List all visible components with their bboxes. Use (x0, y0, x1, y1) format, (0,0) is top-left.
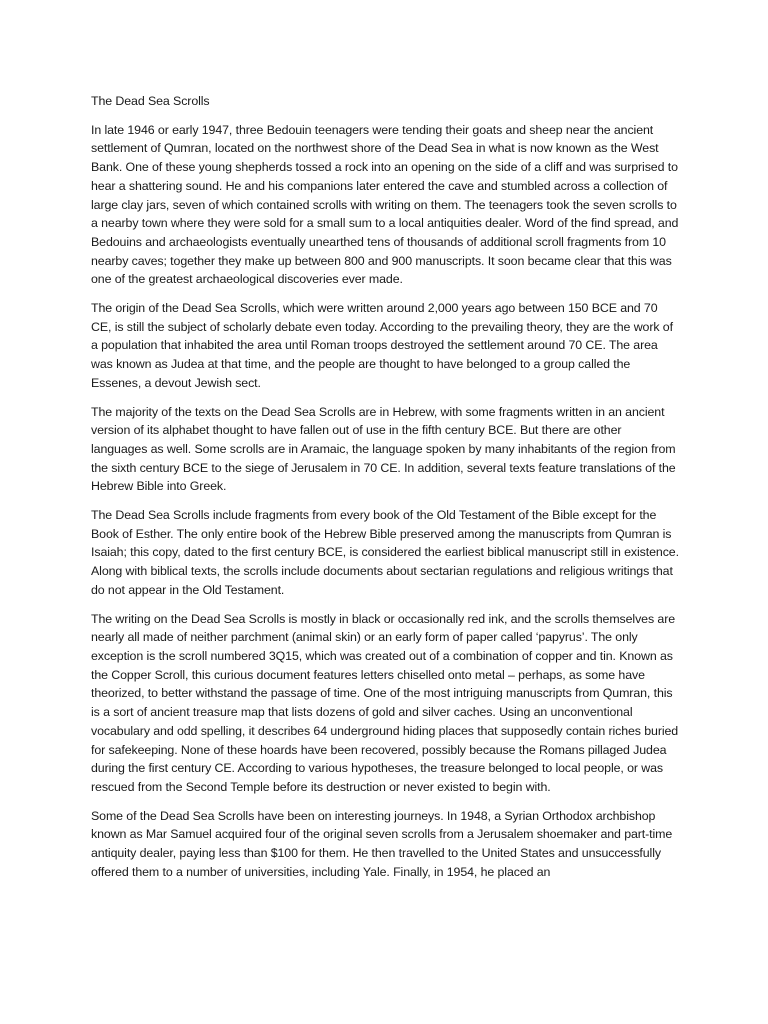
document-title: The Dead Sea Scrolls (91, 94, 210, 108)
paragraph-6: Some of the Dead Sea Scrolls have been on interesting journeys. In 1948, a Syrian Orthodox archbishop known as Mar Samuel acquired four of the original seven scrolls from a Jerusalem shoemaker and part-time antiquity dealer, paying less than $100 for them. He then travelled to the United States and unsuccessfully offered them to a number of universities, including Yale. Finally, in 1954, he placed an (91, 808, 673, 879)
paragraph-4: The Dead Sea Scrolls include fragments from every book of the Old Testament of the Bible except for the Book of Esther. The only entire book of the Hebrew Bible preserved among the manuscripts from Qumran is Isaiah; this copy, dated to the first century BCE, is considered the earliest biblical manuscript still in existence. Along with biblical texts, the scrolls include documents about sectarian regulations and religious writings that do not appear in the Old Testament. (91, 508, 679, 597)
paragraph-2: The origin of the Dead Sea Scrolls, which were written around 2,000 years ago between 150 BCE and 70 CE, is still the subject of scholarly debate even today. According to the prevailing theory, they are the work of a population that inhabited the area until Roman troops destroyed the settlement around 70 CE. The area was known as Judea at that time, and the people are thought to have belonged to a group called the Essenes, a devout Jewish sect. (91, 301, 673, 390)
document-page (91, 92, 681, 891)
paragraph-5: The writing on the Dead Sea Scrolls is mostly in black or occasionally red ink, and the scrolls themselves are nearly all made of neither parchment (animal skin) or an early form of paper called ‘papyrus’. The only exception is the scroll numbered 3Q15, which was created out of a combination of copper and tin. Known as the Copper Scroll, this curious document features letters chiselled onto metal – perhaps, as some have theorized, to better withstand the passage of time. One of the most intriguing manuscripts from Qumran, this is a sort of ancient treasure map that lists dozens of gold and silver caches. Using an unconventional vocabulary and odd spelling, it describes 64 underground hiding places that supposedly contain riches buried for safekeeping. None of these hoards have been recovered, possibly because the Romans pillaged Judea during the first century CE. According to various hypotheses, the treasure belonged to local people, or was rescued from the Second Temple before its destruction or never existed to begin with. (91, 611, 679, 794)
paragraph-1: In late 1946 or early 1947, three Bedouin teenagers were tending their goats and sheep near the ancient settlement of Qumran, located on the northwest shore of the Dead Sea in what is now known as the West Bank. One of these young shepherds tossed a rock into an opening on the side of a cliff and was surprised to hear a shattering sound. He and his companions later entered the cave and stumbled across a collection of large clay jars, seven of which contained scrolls with writing on them. The teenagers took the seven scrolls to a nearby town where they were sold for a small sum to a local antiquities dealer. Word of the find spread, and Bedouins and archaeologists eventually unearthed tens of thousands of additional scroll fragments from 10 nearby caves; together they make up between 800 and 900 manuscripts. It soon became clear that this was one of the greatest archaeological discoveries ever made. (91, 122, 679, 287)
paragraph-3: The majority of the texts on the Dead Sea Scrolls are in Hebrew, with some fragments written in an ancient version of its alphabet thought to have fallen out of use in the fifth century BCE. But there are other languages as well. Some scrolls are in Aramaic, the language spoken by many inhabitants of the region from the sixth century BCE to the siege of Jerusalem in 70 CE. In addition, several texts feature translations of the Hebrew Bible into Greek. (91, 404, 676, 494)
